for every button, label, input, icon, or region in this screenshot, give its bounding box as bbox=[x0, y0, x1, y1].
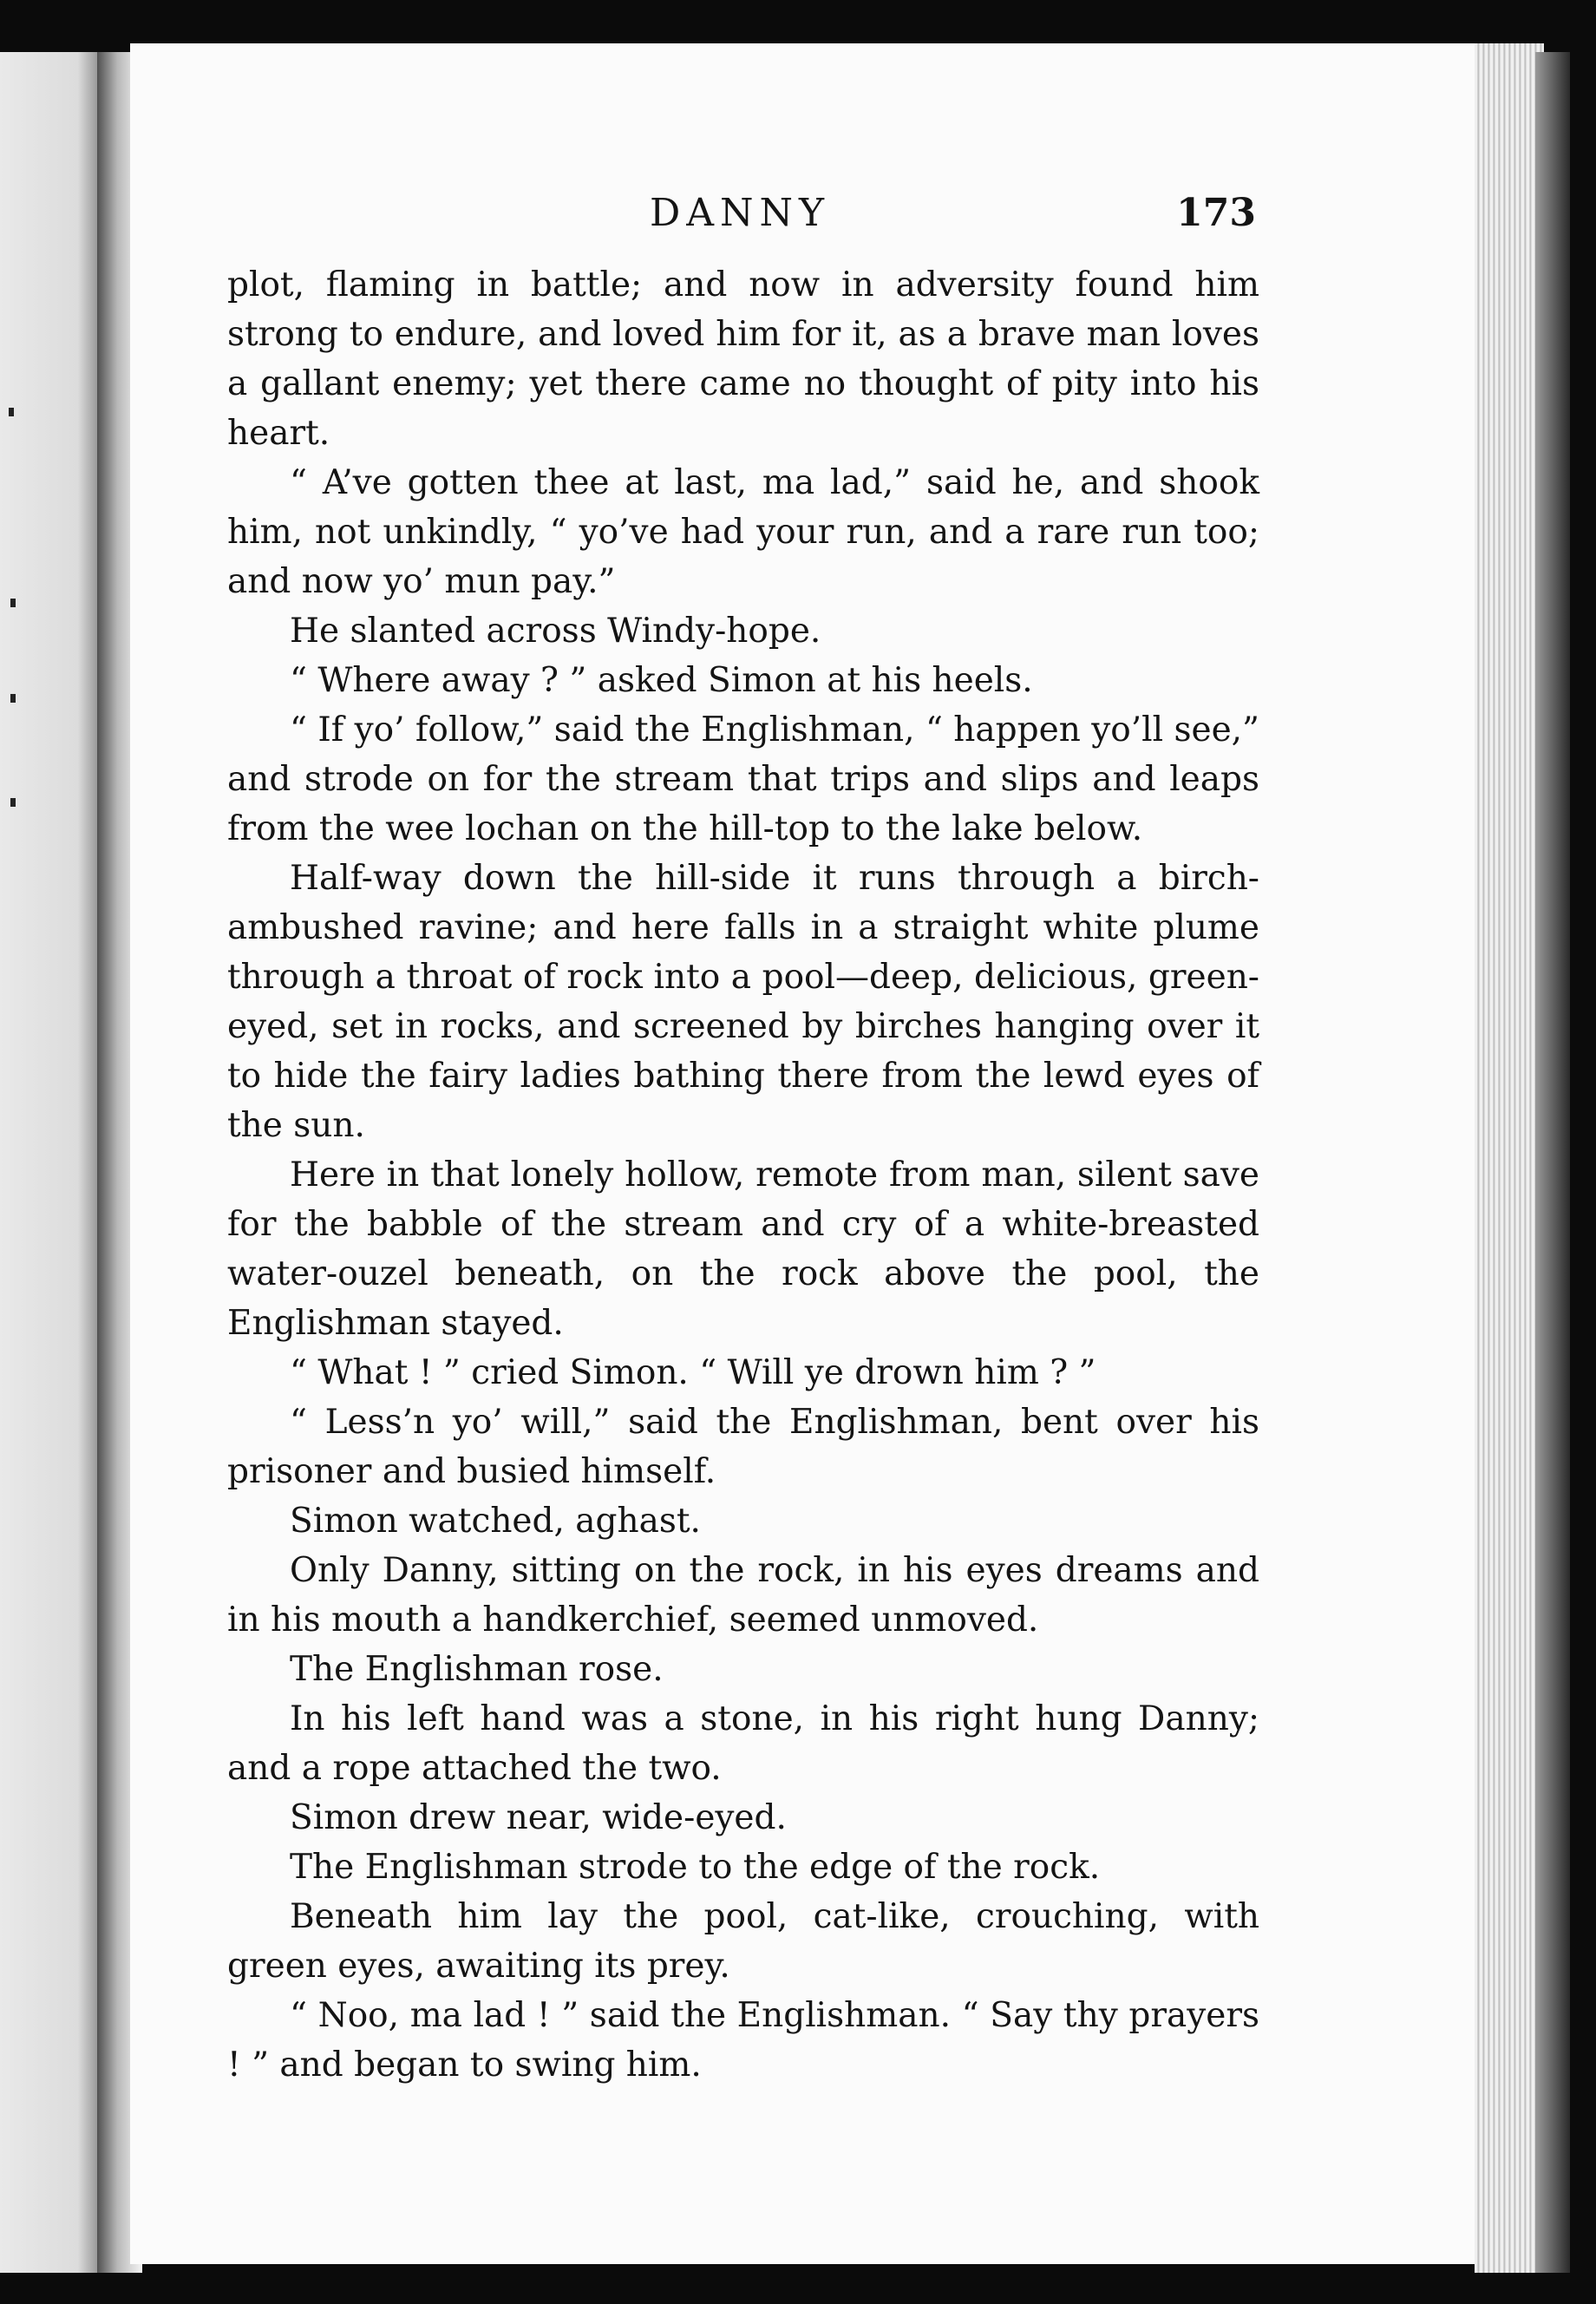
running-header bbox=[224, 191, 1256, 243]
paragraph: Only Danny, sitting on the rock, in his eyes dreams and in his mouth a handkerchief, seemed unmoved. bbox=[227, 1551, 1259, 1640]
paragraph: Simon watched, aghast. bbox=[290, 1502, 701, 1541]
page-stack-edge bbox=[1475, 43, 1544, 2273]
paragraph: “ A’ve gotten thee at last, ma lad,” said he, and shook him, not unkindly, “ yo’ve had your run, and a rare run too; and now yo’ mun pay.” bbox=[227, 463, 1259, 601]
body-text bbox=[227, 260, 1259, 2090]
margin-mark bbox=[10, 694, 16, 703]
margin-mark bbox=[9, 408, 14, 416]
left-page-edge bbox=[0, 52, 111, 2273]
paragraph: “ Less’n yo’ will,” said the Englishman, bent over his prisoner and busied himself. bbox=[227, 1403, 1259, 1491]
page-number: 173 bbox=[1176, 191, 1256, 235]
paragraph: Here in that lonely hollow, remote from man, silent save for the babble of the stream and cry of a white-breasted water-ouzel beneath, on the rock above the pool, the Englishman stayed. bbox=[227, 1155, 1259, 1343]
paragraph: Simon drew near, wide-eyed. bbox=[290, 1798, 787, 1837]
paragraph: Beneath him lay the pool, cat-like, crouching, with green eyes, awaiting its prey. bbox=[227, 1897, 1259, 1986]
paragraph: “ Where away ? ” asked Simon at his heels. bbox=[290, 661, 1033, 700]
page-stack-shadow bbox=[1535, 52, 1570, 2273]
margin-mark bbox=[10, 599, 16, 607]
paragraph: “ If yo’ follow,” said the Englishman, “ happen yo’ll see,” and strode on for the stream that trips and slips and leaps from the wee lochan on the hill-top to the lake below. bbox=[227, 710, 1259, 848]
paragraph: “ Noo, ma lad ! ” said the Englishman. “ Say thy prayers ! ” and began to swing him. bbox=[227, 1996, 1259, 2085]
paragraph: The Englishman rose. bbox=[290, 1650, 664, 1689]
paragraph: “ What ! ” cried Simon. “ Will ye drown him ? ” bbox=[290, 1353, 1096, 1392]
margin-mark bbox=[10, 798, 16, 807]
running-title: DANNY bbox=[649, 191, 831, 235]
paragraph: He slanted across Windy-hope. bbox=[290, 612, 821, 651]
paragraph: Half-way down the hill-side it runs through a birch-ambushed ravine; and here falls in a straight white plume through a throat of rock into a pool—deep, delicious, green-eyed, set in rocks, and screened by birches hanging over it to hide the fairy ladies bathing there from the lewd eyes of the sun. bbox=[227, 859, 1259, 1145]
paragraph: The Englishman strode to the edge of the rock. bbox=[290, 1848, 1101, 1887]
paragraph: In his left hand was a stone, in his right hung Danny; and a rope attached the two. bbox=[227, 1699, 1259, 1788]
paragraph: plot, flaming in battle; and now in adversity found him strong to endure, and loved him for it, as a brave man loves a gallant enemy; yet there came no thought of pity into his heart. bbox=[227, 265, 1259, 453]
